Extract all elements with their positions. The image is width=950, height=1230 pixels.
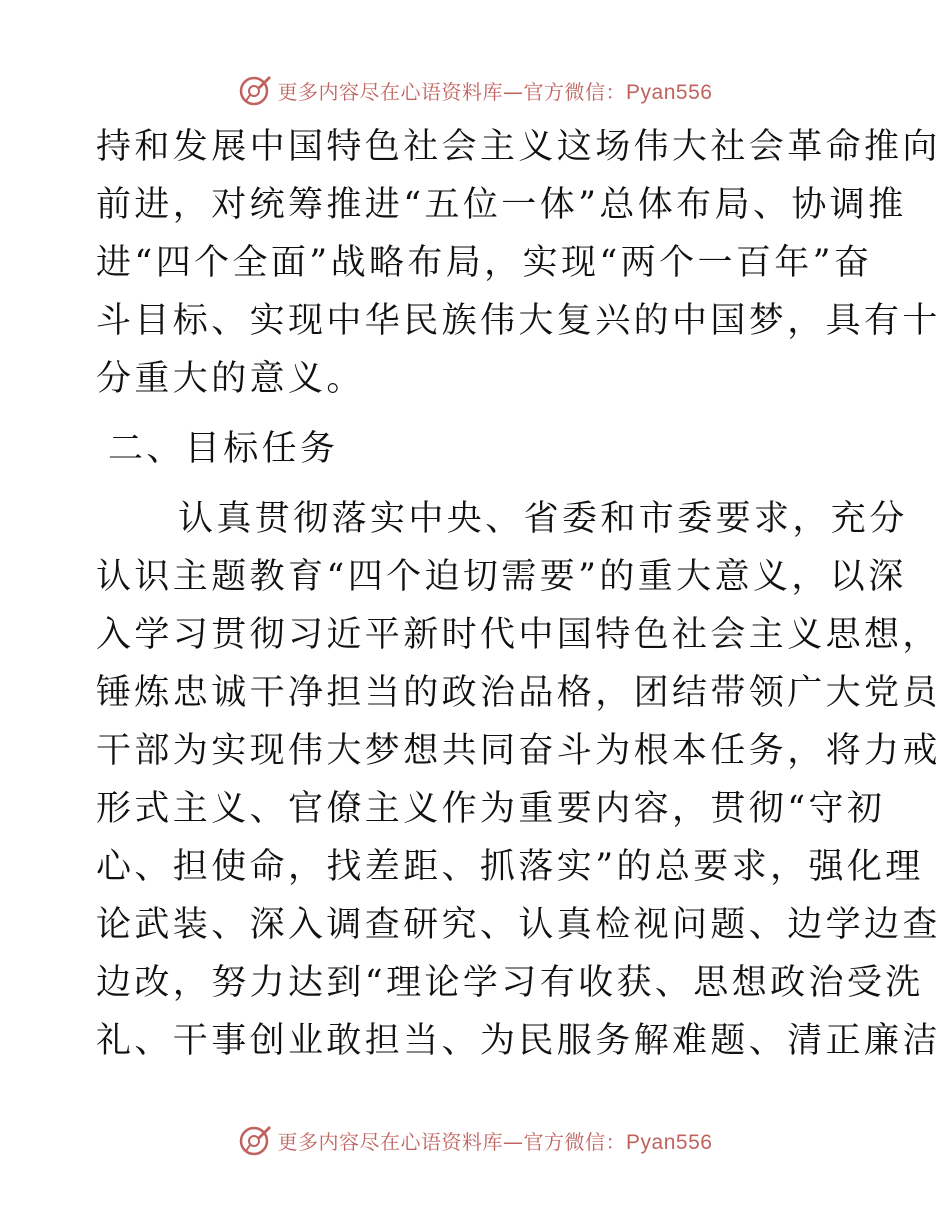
paragraph-line: 持和发展中国特色社会主义这场伟大社会革命推向: [96, 127, 941, 167]
paragraph-first-line: 认真贯彻落实中央、省委和市委要求，充分: [178, 499, 908, 539]
paragraph-line: 认识主题教育“四个迫切需要”的重大意义，以深: [96, 557, 907, 597]
paragraph-line: 前进，对统筹推进“五位一体”总体布局、协调推: [96, 185, 907, 225]
page-footer-watermark: [0, 1120, 950, 1160]
paragraph-line: 入学习贯彻习近平新时代中国特色社会主义思想，: [96, 615, 941, 655]
paragraph-line: 心、担使命，找差距、抓落实”的总要求，强化理: [96, 847, 924, 887]
paragraph-1: [96, 118, 941, 408]
watermark-id: Pyan556: [626, 80, 713, 104]
document-body: [96, 118, 941, 1070]
paragraph-line: 分重大的意义。: [96, 359, 365, 399]
paragraph-line: 论武装、深入调查研究、认真检视问题、边学边查: [96, 905, 941, 945]
paragraph-line: 斗目标、实现中华民族伟大复兴的中国梦，具有十: [96, 301, 941, 341]
watermark-text: [278, 76, 713, 105]
watermark-text: [278, 1126, 713, 1155]
watermark-id: Pyan556: [626, 1130, 713, 1154]
page-header-watermark: [0, 70, 950, 110]
paragraph-2: [96, 490, 941, 1070]
brush-logo-icon: [238, 73, 272, 107]
section-heading: 二、目标任务: [108, 429, 339, 469]
paragraph-line: 边改，努力达到“理论学习有收获、思想政治受洗: [96, 963, 924, 1003]
watermark-text-cn: 更多内容尽在心语资料库—官方微信：: [277, 1129, 627, 1154]
paragraph-line: 进“四个全面”战略布局，实现“两个一百年”奋: [96, 243, 873, 283]
paragraph-line: 锤炼忠诚干净担当的政治品格，团结带领广大党员: [96, 673, 941, 713]
watermark-text-cn: 更多内容尽在心语资料库—官方微信：: [277, 79, 627, 104]
paragraph-line: 礼、干事创业敢担当、为民服务解难题、清正廉洁: [96, 1021, 941, 1061]
paragraph-line: 干部为实现伟大梦想共同奋斗为根本任务，将力戒: [96, 731, 941, 771]
paragraph-line: 形式主义、官僚主义作为重要内容，贯彻“守初: [96, 789, 886, 829]
brush-logo-icon: [238, 1123, 272, 1157]
